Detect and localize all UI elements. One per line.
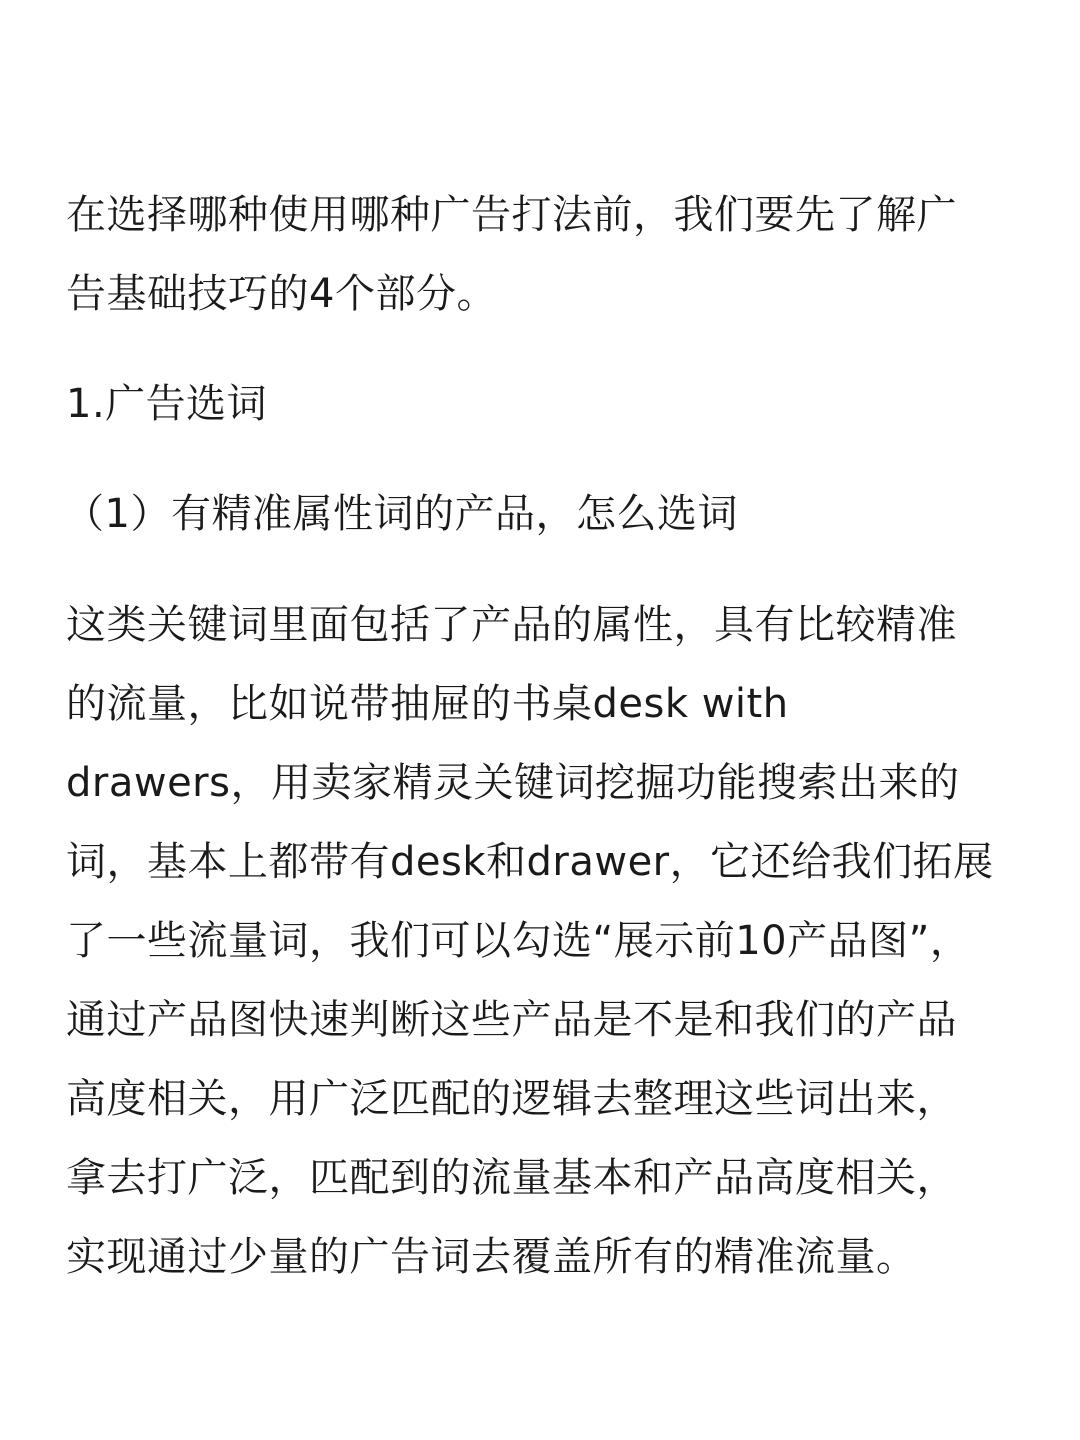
intro-line-2: 告基础技巧的4个部分。 [66,271,497,317]
body-line-8: 拿去打广泛，匹配到的流量基本和产品高度相关， [66,1155,957,1201]
section-heading: 1.广告选词 [66,381,268,427]
body-line-6: 通过产品图快速判断这些产品是不是和我们的产品 [66,997,957,1043]
intro-line-1: 在选择哪种使用哪种广告打法前，我们要先了解广 [66,192,957,238]
subsection-heading: （1）有精准属性词的产品，怎么选词 [64,491,738,537]
body-line-1: 这类关键词里面包括了产品的属性，具有比较精准 [66,602,957,648]
body-line-5: 了一些流量词，我们可以勾选“展示前10产品图”， [66,918,971,964]
body-line-3: drawers，用卖家精灵关键词挖掘功能搜索出来的 [66,760,960,806]
body-line-7: 高度相关，用广泛匹配的逻辑去整理这些词出来， [66,1076,957,1122]
body-line-4: 词，基本上都带有desk和drawer，它还给我们拓展 [66,839,994,885]
body-line-2: 的流量，比如说带抽屉的书桌desk with [66,681,789,727]
body-line-9: 实现通过少量的广告词去覆盖所有的精准流量。 [66,1234,917,1280]
